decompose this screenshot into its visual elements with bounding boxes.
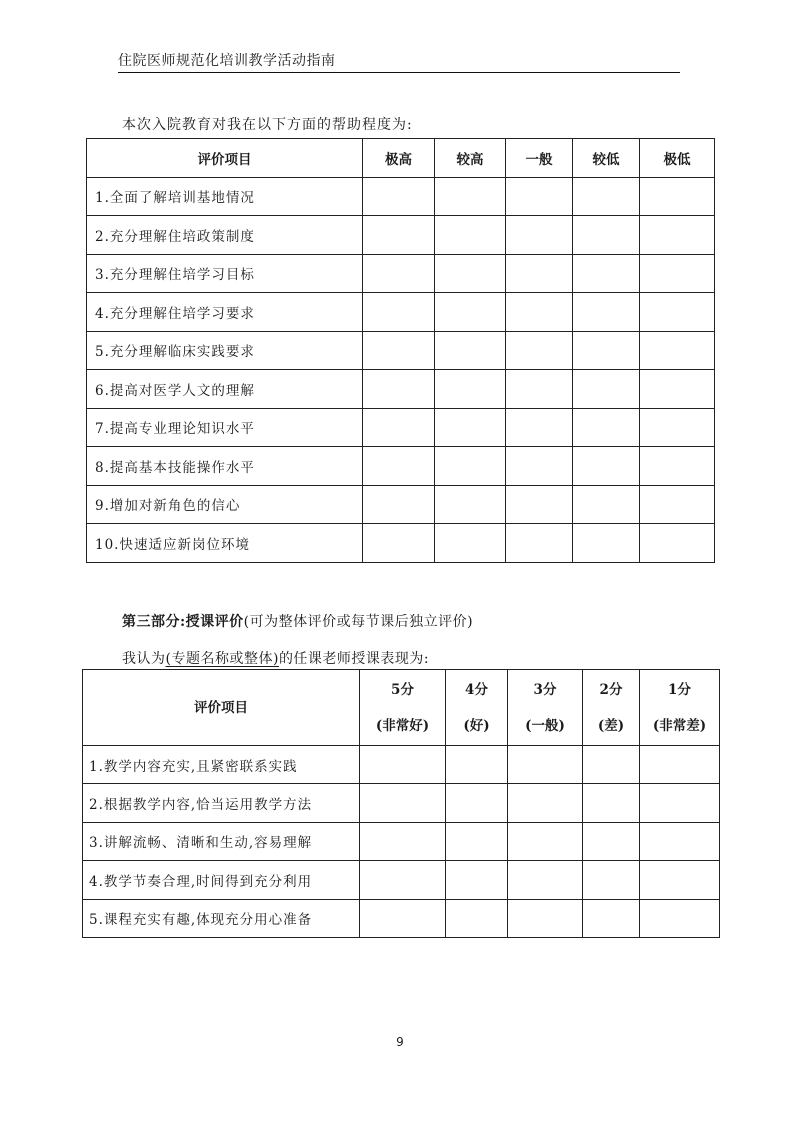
- column-header-score-5: [360, 670, 446, 746]
- table-row: [87, 293, 715, 332]
- rating-cell[interactable]: [435, 254, 506, 293]
- header-rule: [118, 72, 680, 73]
- item-label: 8.提高基本技能操作水平: [87, 447, 363, 486]
- table-row: [87, 447, 715, 486]
- rating-cell[interactable]: [363, 524, 435, 563]
- column-header-score-3: [508, 670, 583, 746]
- lecture-statement: [122, 648, 429, 668]
- item-label: 3.充分理解住培学习目标: [87, 254, 363, 293]
- rating-cell[interactable]: [435, 524, 506, 563]
- score-label: 5分: [391, 681, 414, 698]
- rating-cell[interactable]: [506, 408, 573, 447]
- section2-title-note: (可为整体评价或每节课后独立评价): [243, 614, 474, 630]
- item-label: 10.快速适应新岗位环境: [87, 524, 363, 563]
- rating-cell[interactable]: [506, 447, 573, 486]
- admission-education-table: [86, 138, 715, 563]
- rating-cell[interactable]: [435, 447, 506, 486]
- table-row: [83, 784, 720, 822]
- table-row: [83, 746, 720, 784]
- rating-cell[interactable]: [506, 254, 573, 293]
- item-label: 5.充分理解临床实践要求: [87, 331, 363, 370]
- section2-title-bold: 第三部分:授课评价: [122, 614, 244, 630]
- item-label: 4.充分理解住培学习要求: [87, 293, 363, 332]
- column-header-very-low: 极低: [640, 139, 715, 178]
- rating-cell[interactable]: [640, 408, 715, 447]
- table-row: [87, 177, 715, 216]
- section1-intro: 本次入院教育对我在以下方面的帮助程度为:: [122, 117, 413, 133]
- rating-cell[interactable]: [640, 746, 720, 784]
- rating-cell[interactable]: [640, 447, 715, 486]
- rating-cell[interactable]: [363, 485, 435, 524]
- rating-cell[interactable]: [573, 254, 640, 293]
- rating-cell[interactable]: [506, 485, 573, 524]
- rating-cell[interactable]: [640, 331, 715, 370]
- score-label: 4分: [465, 681, 488, 698]
- rating-cell[interactable]: [506, 216, 573, 255]
- rating-cell[interactable]: [363, 447, 435, 486]
- column-header-item: 评价项目: [83, 670, 360, 746]
- column-header-low: 较低: [573, 139, 640, 178]
- rating-cell[interactable]: [583, 746, 640, 784]
- rating-cell[interactable]: [360, 784, 446, 822]
- rating-cell[interactable]: [573, 216, 640, 255]
- rating-cell[interactable]: [360, 861, 446, 899]
- rating-cell[interactable]: [360, 822, 446, 860]
- rating-cell[interactable]: [583, 784, 640, 822]
- table-row: [87, 524, 715, 563]
- rating-cell[interactable]: [360, 746, 446, 784]
- table-row: [83, 822, 720, 860]
- lecture-prefix: 我认为: [122, 651, 166, 667]
- rating-cell[interactable]: [363, 293, 435, 332]
- score-label: 2分: [599, 681, 623, 698]
- rating-cell[interactable]: [640, 370, 715, 409]
- rating-cell[interactable]: [640, 177, 715, 216]
- item-label: 4.教学节奏合理,时间得到充分利用: [83, 861, 360, 899]
- item-label: 1.教学内容充实,且紧密联系实践: [83, 746, 360, 784]
- rating-cell[interactable]: [508, 784, 583, 822]
- table-header-row: [83, 670, 720, 746]
- rating-cell[interactable]: [360, 899, 446, 937]
- rating-cell[interactable]: [363, 331, 435, 370]
- rating-cell[interactable]: [506, 177, 573, 216]
- lecture-suffix: 的任课老师授课表现为:: [278, 651, 430, 667]
- table-row: [87, 331, 715, 370]
- rating-cell[interactable]: [640, 293, 715, 332]
- score-description: (好): [463, 717, 490, 734]
- score-label: 1分: [668, 681, 691, 698]
- rating-cell[interactable]: [363, 370, 435, 409]
- column-header-score-4: [446, 670, 508, 746]
- score-description: (非常差): [652, 717, 707, 734]
- rating-cell[interactable]: [363, 216, 435, 255]
- column-header-score-2: [583, 670, 640, 746]
- rating-cell[interactable]: [435, 293, 506, 332]
- column-header-score-1: [640, 670, 720, 746]
- rating-cell[interactable]: [573, 408, 640, 447]
- item-label: 2.充分理解住培政策制度: [87, 216, 363, 255]
- rating-cell[interactable]: [573, 370, 640, 409]
- rating-cell[interactable]: [506, 524, 573, 563]
- rating-cell[interactable]: [640, 822, 720, 860]
- rating-cell[interactable]: [508, 899, 583, 937]
- rating-cell[interactable]: [573, 485, 640, 524]
- rating-cell[interactable]: [435, 408, 506, 447]
- rating-cell[interactable]: [640, 899, 720, 937]
- rating-cell[interactable]: [573, 447, 640, 486]
- page-number: 9: [396, 1035, 404, 1049]
- item-label: 2.根据教学内容,恰当运用教学方法: [83, 784, 360, 822]
- rating-cell[interactable]: [435, 370, 506, 409]
- column-header-very-high: 极高: [363, 139, 435, 178]
- lecture-evaluation-table: [82, 669, 720, 938]
- rating-cell[interactable]: [435, 216, 506, 255]
- rating-cell[interactable]: [363, 254, 435, 293]
- item-label: 7.提高专业理论知识水平: [87, 408, 363, 447]
- rating-cell[interactable]: [508, 822, 583, 860]
- table-row: [87, 408, 715, 447]
- table-row: [87, 485, 715, 524]
- rating-cell[interactable]: [506, 370, 573, 409]
- rating-cell[interactable]: [573, 331, 640, 370]
- score-description: (非常好): [375, 717, 430, 734]
- rating-cell[interactable]: [446, 784, 508, 822]
- score-description: (差): [597, 717, 625, 734]
- rating-cell[interactable]: [363, 177, 435, 216]
- rating-cell[interactable]: [435, 177, 506, 216]
- column-header-item: 评价项目: [87, 139, 363, 178]
- table-row: [87, 370, 715, 409]
- rating-cell[interactable]: [640, 485, 715, 524]
- section2-title: [122, 611, 473, 631]
- table-row: [87, 254, 715, 293]
- item-label: 3.讲解流畅、清晰和生动,容易理解: [83, 822, 360, 860]
- rating-cell[interactable]: [640, 216, 715, 255]
- rating-cell[interactable]: [640, 524, 715, 563]
- rating-cell[interactable]: [640, 861, 720, 899]
- rating-cell[interactable]: [446, 822, 508, 860]
- rating-cell[interactable]: [583, 822, 640, 860]
- topic-name-blank[interactable]: (专题名称或整体): [165, 651, 279, 667]
- score-label: 3分: [533, 681, 557, 698]
- rating-cell[interactable]: [508, 861, 583, 899]
- item-label: 9.增加对新角色的信心: [87, 485, 363, 524]
- rating-cell[interactable]: [640, 784, 720, 822]
- item-label: 5.课程充实有趣,体现充分用心准备: [83, 899, 360, 937]
- rating-cell[interactable]: [363, 408, 435, 447]
- rating-cell[interactable]: [446, 746, 508, 784]
- rating-cell[interactable]: [446, 899, 508, 937]
- rating-cell[interactable]: [583, 899, 640, 937]
- rating-cell[interactable]: [573, 524, 640, 563]
- rating-cell[interactable]: [583, 861, 640, 899]
- item-label: 1.全面了解培训基地情况: [87, 177, 363, 216]
- rating-cell[interactable]: [435, 485, 506, 524]
- running-header: 住院医师规范化培训教学活动指南: [118, 53, 336, 69]
- rating-cell[interactable]: [435, 331, 506, 370]
- rating-cell[interactable]: [640, 254, 715, 293]
- rating-cell[interactable]: [506, 293, 573, 332]
- table-row: [87, 216, 715, 255]
- rating-cell[interactable]: [573, 177, 640, 216]
- column-header-average: 一般: [506, 139, 573, 178]
- score-description: (一般): [525, 717, 565, 734]
- rating-cell[interactable]: [508, 746, 583, 784]
- column-header-high: 较高: [435, 139, 506, 178]
- rating-cell[interactable]: [506, 331, 573, 370]
- table-header-row: [87, 139, 715, 178]
- rating-cell[interactable]: [446, 861, 508, 899]
- item-label: 6.提高对医学人文的理解: [87, 370, 363, 409]
- table-row: [83, 861, 720, 899]
- rating-cell[interactable]: [573, 293, 640, 332]
- table-row: [83, 899, 720, 937]
